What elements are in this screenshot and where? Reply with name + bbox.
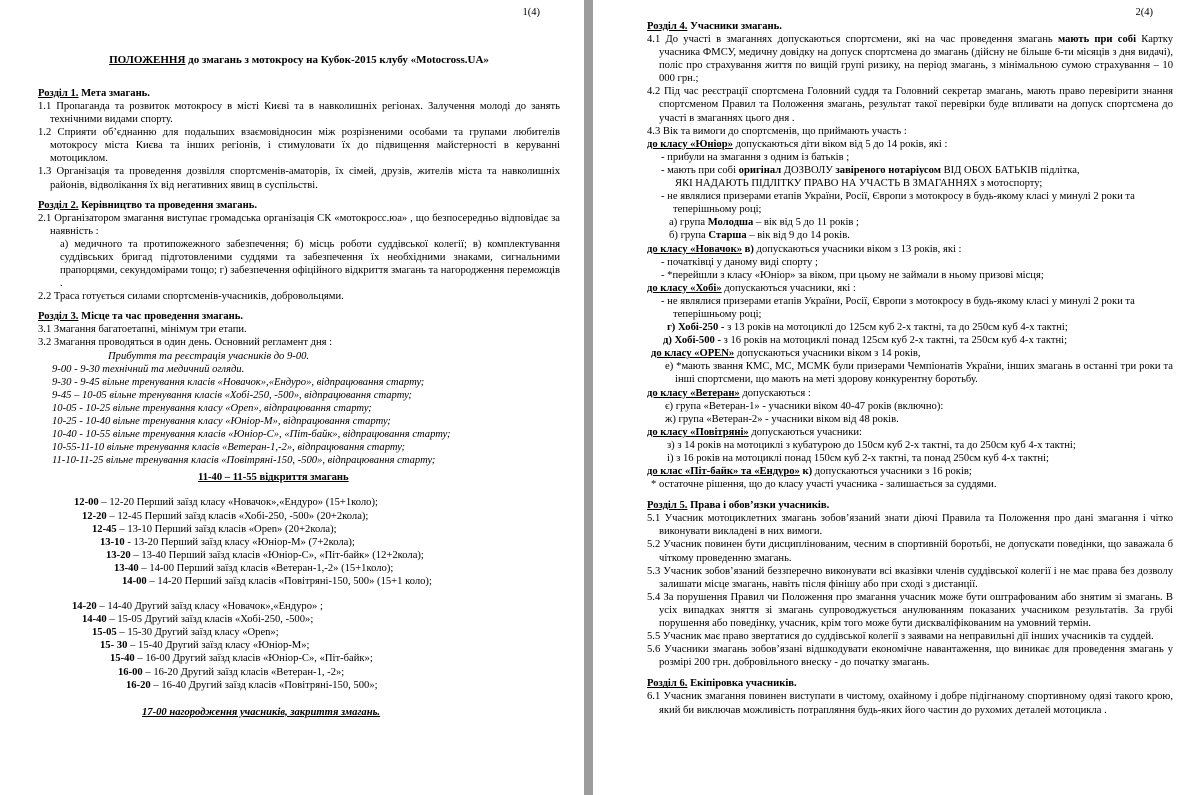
paragraph-4-1: 4.1 До участі в змаганнях допускаються спортсмени, які на час проведення змагань мають при собі Картку учасника ФМСУ, медичну довідку на допуск спортсмена до змагань (дійсну не більше 6-ти місяців з дня видачі), поліс про страхування життя по вищій групі ризику, на період змагань, з мінімальною сумою страхування – 10 000 грн.; — [647, 34, 1173, 85]
class-hobby: до класу «Хобі» допускаються учасники, які : — [647, 282, 856, 294]
paragraph-5-2: 5.2 Учасник повинен бути дисциплінованим, чесним в спортивній боротьбі, не допускати поведінки, що заважала б чіткому проведенню змагань. — [647, 539, 1173, 564]
heat-line: 12-00 – 12-20 Перший заїзд класу «Новачок»,«Ендуро» (15+1коло); — [74, 497, 378, 509]
second-heats — [38, 600, 560, 692]
heat-line: 14-00 – 14-20 Перший заїзд класів «Повітряні-150, 500» (15+1 коло); — [122, 576, 432, 587]
heat-line: 16-20 – 16-40 Другий заїзд класів «Повітряні-150, 500»; — [126, 679, 378, 691]
title-main: ПОЛОЖЕННЯ — [109, 54, 186, 66]
class-air: до класу «Повітряні» допускаються учасники: — [647, 426, 862, 438]
section-title: Екіпіровка учасників. — [687, 678, 797, 690]
list-item: - *перейшли з класу «Юніор» за віком, при цьому не займали в ньому призові місця; — [661, 269, 1044, 281]
opening-time: 11-40 – 11-55 відкриття змагань — [198, 472, 349, 484]
paragraph-5-4: 5.4 За порушення Правил чи Положення про змагання учасник може бути оштрафованим або знятим зі змагань. В усіх випадках зняття зі змагань супроводжується анулюванням показаних учасником результатів. За грубі порушення або поведінку, учасник, крім того може бути дискваліфікованим на умовний термін. — [647, 591, 1173, 630]
title-rest: до змагань з мотокросу на Кубок-2015 клубу «Motocross.UA» — [185, 54, 489, 66]
section-title: Мета змагань. — [78, 88, 150, 99]
section-label: Розділ 1. — [38, 88, 79, 99]
paragraph-5-5: 5.5 Учасник має право звертатися до суддівської колегії з заявами на неправильні дії інших учасників та суддей. — [647, 631, 1154, 643]
section-3-heading — [38, 310, 560, 323]
hobby-500: д) Хобі-500 - з 16 років на мотоциклі понад 125см куб 2-х тактні, та 250см куб 4-х тактні; — [663, 335, 1068, 347]
schedule-line: 10-25 - 10-40 вільне тренування класу «Юніор-М», відпрацювання старту; — [52, 415, 391, 427]
list-item: - не являлися призерами етапів України, Росії, Європи з мотокросу в будь-якому класі у минулі 2 роки та теперішньому році; — [661, 191, 1135, 216]
heat-line: 14-20 – 14-40 Другий заїзд класу «Новачок»,«Ендуро» ; — [72, 601, 323, 613]
paragraph-5-3: 5.3 Учасник зобов’язаний беззперечно виконувати всі вказівки членів суддівської колегії і не має права без дозволу залишати місце змагань, навіть після фінішу або при сході з дистанції. — [647, 565, 1173, 590]
section-label: Розділ 2. — [38, 199, 79, 211]
section-title: Місце та час проведення змагань. — [78, 311, 244, 323]
section-title: Учасники змагань. — [687, 21, 782, 32]
first-heats — [38, 496, 560, 588]
paragraph-3-2: 3.2 Змагання проводяться в один день. Основний регламент дня : — [38, 337, 333, 349]
page-number: 2(4) — [1135, 7, 1153, 18]
hobby-250: г) Хобі-250 - з 13 років на мотоциклі до 125см куб 2-х тактні, та до 250см куб 4-х тактні; — [667, 322, 1068, 334]
page-number: 1(4) — [522, 7, 540, 18]
schedule-line: 9-00 - 9-30 технічний та медичний огляди. — [52, 363, 245, 375]
heat-line: 15-40 – 16-00 Другий заїзд класів «Юніор-С», «Піт-байк»; — [110, 653, 373, 665]
heat-line: 12-45 – 13-10 Перший заїзд класів «Open» (20+2кола); — [92, 523, 337, 535]
paragraph-5-1: 5.1 Учасник мотоциклетних змагань зобов’язаний знати діючі Правила та Положення про дані змагання і чітко виконувати викладені в них вимоги. — [647, 513, 1173, 538]
section-1-heading — [38, 87, 560, 100]
document-title — [38, 54, 560, 67]
group-younger: а) група Молодша – вік від 5 до 11 років ; — [669, 217, 859, 229]
open-requirements: е) *мають звання КМС, МС, МСМК були призерами Чемпіонатів України, інших змагань в останні три роки та інші спортсмени, що мають на меті здорову конкурентну боротьбу. — [665, 361, 1173, 386]
schedule-line: 10-40 - 10-55 вільне тренування класів «Юніор-С», «Піт-байк», відпрацювання старту; — [52, 429, 451, 441]
section-label: Розділ 3. — [38, 311, 79, 323]
list-item-continued: ЯКІ НАДАЮТЬ ПІДЛІТКУ ПРАВО НА УЧАСТЬ В ЗМАГАННЯХ з мотоспорту; — [675, 178, 1043, 190]
paragraph-1-3: 1.3 Організація та проведення дозвілля спортсменів-аматорів, їх сімей, друзів, жителів міста та навколишніх районів, відволікання їх від негативних явищ в суспільстві. — [38, 166, 560, 191]
class-novice: до класу «Новачок» в) допускаються учасники віком з 13 років, які : — [647, 243, 962, 255]
paragraph-4-2: 4.2 Під час реєстрації спортсмена Головний суддя та Головний секретар змагань, мають право перевірити знання спортсменом Правил та Положення змагань, результат такої перевірки буде впливати на допуск спортсмена до участі в змаганнях цього дня . — [647, 86, 1173, 124]
list-item: - не являлися призерами етапів України, Росії, Європи з мотокросу в будь-якому класі у минулі 2 роки та теперішньому році; — [661, 295, 1135, 320]
section-2-heading — [38, 199, 560, 212]
heat-line: 14-40 – 15-05 Другий заїзд класів «Хобі-250, -500»; — [82, 614, 314, 626]
list-item: і) з 16 років на мотоциклі понад 150см куб 2-х тактні, та понад 250см куб 4-х тактні; — [667, 453, 1049, 464]
closing-time: 17-00 нагородження учасників, закриття змагань. — [142, 706, 381, 718]
list-item: є) група «Ветеран-1» - учасники віком 40-47 років (включно): — [665, 400, 944, 412]
paragraph-2-2: 2.2 Траса готується силами спортсменів-учасників, добровольцями. — [38, 291, 344, 303]
schedule-line: Прибуття та реєстрація учасників до 9-00. — [108, 350, 310, 362]
paragraph-4-3: 4.3 Вік та вимоги до спортсменів, що приймають участь : — [647, 125, 907, 137]
paragraph-6-1: 6.1 Учасник змагання повинен виступати в чистому, охайному і добре підігнаному спортивному одязі такого крою, який би виключав можливість потрапляння будь-яких його частин до рухомих деталей мотоцикла . — [647, 691, 1173, 716]
list-item: ж) група «Ветеран-2» - учасники віком від 48 років. — [665, 413, 899, 425]
class-veteran: до класу «Ветеран» допускаються : — [647, 387, 811, 399]
document-page-2 — [593, 0, 1187, 795]
class-open: до класу «OPEN» допускаються учасники віком з 14 років, — [651, 348, 921, 360]
paragraph-1-1: 1.1 Пропаганда та розвиток мотокросу в місті Києві та в навколишніх регіонах. Залучення молоді до занять технічними видами спорту. — [38, 101, 560, 126]
day-schedule — [52, 350, 560, 468]
schedule-line: 9-30 - 9-45 вільне тренування класів «Новачок»,«Ендуро», відпрацювання старту; — [52, 376, 425, 388]
section-title: Керівництво та проведення змагань. — [78, 199, 257, 211]
section-5-heading — [647, 499, 1173, 512]
paragraph-2-1-list: а) медичного та протипожежного забезпечення; б) місць роботи суддівської колегії; в) комплектування суддівських бригад підготовленими суддями та забезпечення їх необхідними знаками, сигнальними прапорцями, секундомірами тощо; г) забезпечення офіційного відкриття змагань та нагородження переможців . — [60, 238, 560, 290]
schedule-line: 10-55-11-10 вільне тренування класів «Ветеран-1,-2», відпрацювання старту; — [52, 442, 406, 454]
schedule-line: 11-10-11-25 вільне тренування класів «Повітряні-150, -500», відпрацювання старту; — [52, 455, 436, 467]
list-item: - мають при собі оригінал ДОЗВОЛУ завіреного нотаріусом ВІД ОБОХ БАТЬКІВ підлітка, — [661, 164, 1080, 176]
list-item: з) з 14 років на мотоциклі з кубатурою до 150см куб 2-х тактні, та до 250см куб 4-х тактні; — [667, 439, 1076, 451]
paragraph-2-1: 2.1 Організатором змагання виступає громадська організація СК «мотокросс.юа» , що безпосередньо відповідає за наявність : — [38, 212, 560, 237]
section-4-heading — [647, 20, 1173, 33]
heat-line: 12-20 – 12-45 Перший заїзд класів «Хобі-250, -500» (20+2кола); — [82, 510, 369, 522]
heat-line: 16-00 – 16-20 Другий заїзд класів «Ветеран-1, -2»; — [118, 666, 345, 678]
section-label: Розділ 4. — [647, 21, 688, 32]
schedule-line: 10-05 - 10-25 вільне тренування класу «Open», відпрацювання старту; — [52, 402, 372, 414]
paragraph-5-6: 5.6 Учасники змагань зобов’язані відшкодувати економічне навантаження, що виникає для проведення змагань у розмірі 200 грн. добровільного внеску - до початку змагань. — [647, 644, 1173, 669]
heat-line: 15-05 – 15-30 Другий заїзд класу «Open»; — [92, 627, 279, 639]
heat-line: 15- 30 – 15-40 Другий заїзд класу «Юніор-М»; — [100, 640, 310, 652]
list-item: - початківці у даному виді спорту ; — [661, 256, 818, 268]
section-label: Розділ 6. — [647, 678, 688, 690]
paragraph-3-1: 3.1 Змагання багатоетапні, мінімум три етапи. — [38, 324, 247, 336]
list-item: - прибули на змагання з одним із батьків ; — [661, 151, 850, 163]
heat-line: 13-40 – 14-00 Перший заїзд класів «Ветеран-1,-2» (15+1коло); — [114, 562, 394, 574]
section-label: Розділ 5. — [647, 500, 688, 512]
class-pitbike-enduro: до клас «Піт-байк» та «Ендуро» к) допускаються учасники з 16 років; — [647, 466, 972, 478]
group-older: б) група Старша – вік від 9 до 14 років. — [669, 230, 850, 242]
section-title: Права і обов’язки учасників. — [687, 500, 830, 512]
document-page-1 — [0, 0, 584, 795]
class-junior: до класу «Юніор» допускаються діти віком від 5 до 14 років, які : — [647, 138, 948, 150]
schedule-line: 9-45 – 10-05 вільне тренування класів «Хобі-250, -500», відпрацювання старту; — [52, 389, 412, 401]
final-note: * остаточне рішення, що до класу участі учасника - залишається за суддями. — [651, 479, 997, 491]
heat-line: 13-10 - 13-20 Перший заїзд класу «Юніор-М» (7+2кола); — [100, 536, 355, 548]
paragraph-1-2: 1.2 Сприяти об’єднанню для подальших взаємовідносин між розрізненими особами та групами любителів мотокросу міста Києва та інших регіонів, і стимуловати їх до підвищення майстерності в керуванні мотоциклом. — [38, 127, 560, 165]
section-6-heading — [647, 677, 1173, 690]
heat-line: 13-20 – 13-40 Перший заїзд класів «Юніор-С», «Піт-байк» (12+2кола); — [106, 549, 424, 561]
